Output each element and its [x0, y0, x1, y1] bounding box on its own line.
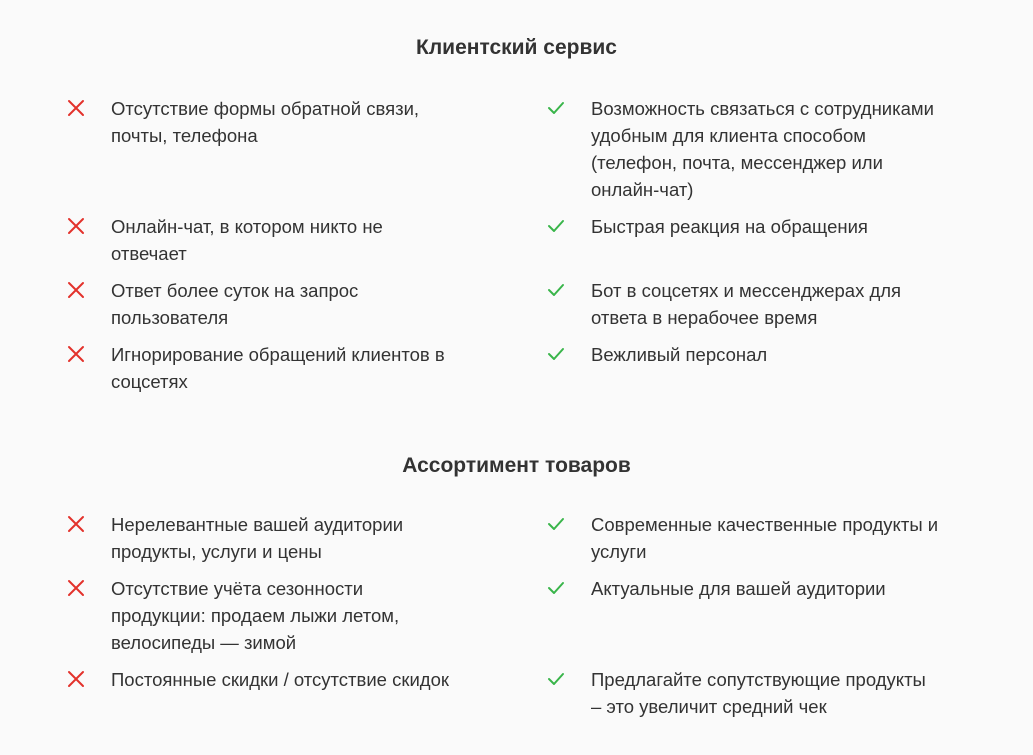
bad-item-text: Отсутствие учёта сезонности продукции: продаем лыжи летом, велосипеды — зимой: [111, 578, 400, 653]
cross-icon: [67, 579, 85, 597]
bad-item-text: Онлайн-чат, в котором никто не отвечает: [111, 216, 383, 264]
bad-item-text: Ответ более суток на запрос пользователя: [111, 280, 359, 328]
check-icon: [547, 670, 565, 688]
cross-icon: [67, 670, 85, 688]
good-item-text: Вежливый персонал: [591, 344, 768, 365]
bad-item-text: Игнорирование обращений клиентов в соцсетях: [111, 344, 445, 392]
good-item-text: Возможность связаться с сотрудниками удобным для клиента способом (телефон, почта, мессенджер или онлайн-чат): [591, 98, 934, 200]
check-icon: [547, 281, 565, 299]
check-icon: [547, 99, 565, 117]
good-item-text: Актуальные для вашей аудитории: [591, 578, 886, 599]
cross-icon: [67, 345, 85, 363]
cross-icon: [67, 217, 85, 235]
section-title: Клиентский сервис: [416, 36, 617, 59]
check-icon: [547, 217, 565, 235]
cross-icon: [67, 515, 85, 533]
check-icon: [547, 515, 565, 533]
bad-item-text: Нерелевантные вашей аудитории продукты, услуги и цены: [111, 514, 404, 562]
bad-item-text: Постоянные скидки / отсутствие скидок: [111, 669, 449, 690]
check-icon: [547, 345, 565, 363]
good-item-text: Предлагайте сопутствующие продукты – это увеличит средний чек: [591, 669, 926, 717]
good-item-text: Бот в соцсетях и мессенджерах для ответа в нерабочее время: [591, 280, 902, 328]
bad-item-text: Отсутствие формы обратной связи, почты, телефона: [111, 98, 420, 146]
section-title: Ассортимент товаров: [402, 454, 631, 477]
good-item-text: Современные качественные продукты и услуги: [591, 514, 939, 562]
cross-icon: [67, 99, 85, 117]
cross-icon: [67, 281, 85, 299]
good-item-text: Быстрая реакция на обращения: [591, 216, 868, 237]
check-icon: [547, 579, 565, 597]
